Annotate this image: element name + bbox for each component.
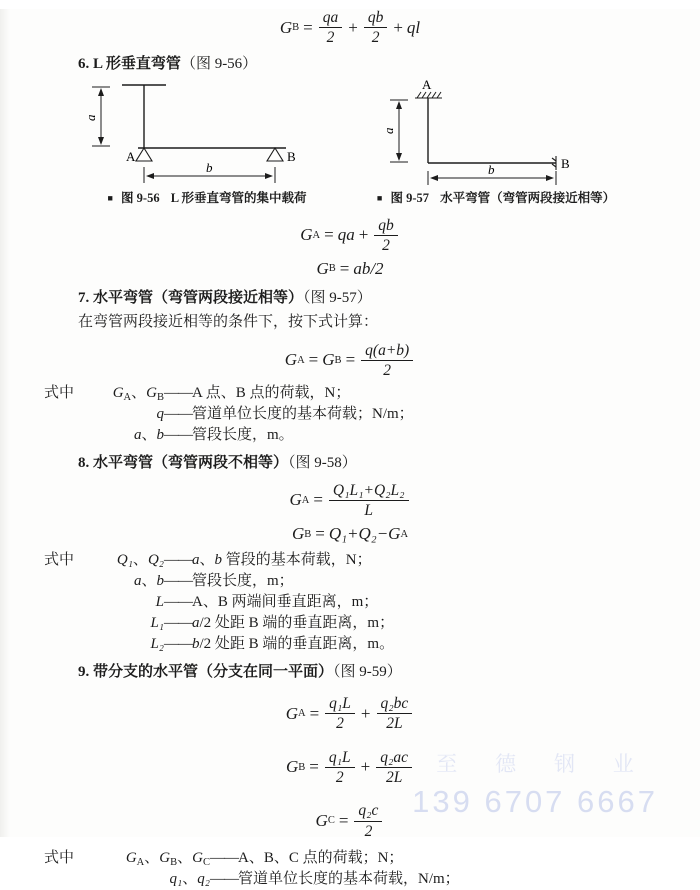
fraction-numerator: qb [364, 9, 388, 28]
fraction [325, 695, 355, 733]
figure-ref: （图 9-59） [333, 664, 402, 681]
math-subscript: B [156, 391, 164, 403]
fraction-numerator: q₁L [325, 749, 355, 768]
fraction-denominator: 2L [385, 769, 403, 787]
fraction-denominator: 2 [326, 29, 335, 47]
math-variable: a [192, 552, 200, 569]
fraction-numerator: Q₁L₁+Q₂L₂ [329, 482, 409, 501]
fraction-denominator: 2 [335, 769, 344, 787]
figure-ref: （图 9-57） [303, 290, 372, 307]
definition-term [98, 848, 210, 869]
caption-text: 水平弯管（弯管两段接近相等） [440, 190, 616, 205]
math-variable: q [156, 405, 164, 422]
definition-row [44, 383, 700, 404]
definition-list-9 [44, 848, 700, 890]
math-variable: G [146, 384, 157, 401]
point-label-b: B [561, 155, 570, 171]
math-variable: b [156, 573, 164, 590]
text-run: 管道单位长度的基本荷载，N/m； [238, 871, 460, 888]
section-title: 水平弯管（弯管两段接近相等） [93, 290, 304, 307]
figure-9-56-caption [107, 189, 306, 207]
dim-b-arrow-right [265, 173, 273, 179]
math-operator: = [338, 811, 349, 830]
text-run: 、 [182, 871, 198, 888]
math-operator: = [315, 524, 325, 544]
dim-b-arrow-left [146, 173, 154, 179]
fraction-numerator: q₂ac [376, 749, 412, 768]
document-page [0, 9, 700, 888]
formula-gc-9: G C = $\frac{\text{q₂c}}{2}$ [0, 802, 700, 840]
definition-row [44, 550, 700, 571]
fraction [354, 802, 382, 840]
definition-desc [192, 425, 294, 446]
end-support-hatch-2 [552, 164, 556, 167]
definition-row [44, 425, 700, 446]
fraction [376, 749, 412, 787]
section-heading-7 [78, 288, 700, 309]
dim-label-b: b [488, 161, 495, 177]
math-variable: G [291, 524, 305, 544]
math-variable: G [284, 350, 298, 370]
text-run: 管道单位长度的基本荷载；N/m； [192, 405, 414, 422]
math-operator: = [309, 757, 319, 777]
figure-9-57-caption [377, 189, 615, 207]
math-variable: G [192, 850, 203, 867]
math-variable: b [156, 426, 164, 443]
section-number: 8. [78, 454, 90, 471]
text-run: 、 [132, 552, 148, 569]
definition-dash: —— [164, 552, 192, 569]
point-label-b: B [287, 148, 296, 164]
section-title: L 形垂直弯管 [93, 55, 181, 72]
fraction-denominator: 2 [383, 362, 392, 380]
caption-square-icon: ■ [107, 192, 113, 203]
caption-label: 图 9-56 [121, 190, 160, 205]
text-run: 管段的基本荷载，N； [222, 552, 372, 569]
fraction-denominator: 2 [364, 822, 373, 840]
caption-text: L 形垂直弯管的集中载荷 [170, 190, 307, 205]
definition-term [98, 383, 164, 404]
caption-label: 图 9-57 [390, 190, 429, 205]
definition-lead: 式中 [44, 850, 75, 867]
definition-term [98, 634, 164, 655]
math-variable: G [322, 350, 335, 370]
math-variable: G [159, 850, 171, 867]
math-variable: q₁ [169, 871, 183, 888]
dim-a-arrow-down [98, 137, 104, 145]
section-heading-8 [78, 453, 700, 474]
figures-row [82, 77, 700, 207]
fraction-numerator: q₂bc [377, 695, 413, 714]
section-title: 水平弯管（弯管两段不相等） [93, 454, 289, 471]
fraction [374, 217, 398, 255]
math-subscript: A [123, 391, 132, 403]
math-operator: = [339, 258, 350, 278]
dim-a-arrow-up [98, 88, 104, 96]
point-label-a: A [126, 148, 136, 164]
math-operator: = [309, 703, 320, 723]
definition-term [98, 571, 164, 592]
figure-ref: （图 9-56） [180, 55, 258, 72]
fraction [361, 342, 413, 380]
math-operator: + [348, 17, 358, 37]
fraction-numerator: qb [374, 217, 398, 236]
definition-lead: 式中 [44, 384, 75, 401]
definition-row [44, 634, 700, 655]
math-variable: G [279, 17, 293, 37]
figure-9-56-diagram [82, 77, 332, 187]
math-variable: a [133, 573, 142, 590]
definition-dash: —— [164, 594, 192, 611]
fraction-denominator: L [364, 502, 374, 520]
text-run: 、 [177, 850, 193, 867]
section-number: 6. [78, 55, 90, 72]
definition-term [98, 425, 164, 446]
math-variable: G [316, 258, 329, 278]
math-variable: ql [406, 17, 421, 37]
math-operator: + [360, 757, 371, 777]
math-variable: G [300, 225, 313, 245]
math-subscript: A [136, 857, 145, 869]
watermark-phone: 139 6707 6667 [412, 784, 658, 820]
text-run: 、 [141, 426, 157, 443]
caption-square-icon: ■ [376, 192, 383, 203]
definition-dash: —— [164, 426, 192, 443]
math-variable: G [125, 850, 137, 867]
definition-desc [192, 613, 394, 634]
fraction [364, 9, 388, 47]
hatch-4 [432, 92, 436, 98]
math-subscript: B [170, 857, 178, 869]
definition-term [98, 550, 164, 571]
hatch-5 [437, 92, 441, 98]
math-variable: G [285, 703, 298, 723]
dim-b-arrow-left [430, 175, 438, 181]
figure-9-56 [82, 77, 332, 207]
figure-9-57 [376, 77, 616, 207]
definition-dash: —— [164, 615, 192, 632]
definition-desc [192, 383, 350, 404]
math-operator: + [358, 225, 369, 245]
definition-term [98, 592, 164, 613]
math-variable: G [289, 490, 302, 510]
formula-ga-8: G A = $\frac{\text{Q₁L₁+Q₂L₂}}{L}$ [0, 482, 700, 520]
definition-dash: —— [164, 573, 192, 590]
end-support-hatch-1 [552, 158, 556, 161]
math-operator: + [393, 17, 403, 37]
fraction [377, 695, 413, 733]
math-variable: qa [337, 225, 355, 245]
math-variable: b [214, 552, 223, 569]
math-variable: b [192, 636, 200, 653]
definition-dash: —— [164, 636, 192, 653]
formula-gb-8: G B = Q₁+Q₂− G A [0, 522, 700, 547]
dim-label-a: a [381, 127, 396, 134]
definition-desc [192, 634, 394, 655]
section-number: 7. [78, 290, 90, 307]
text-run: 、 [199, 552, 215, 569]
fraction-denominator: 2 [371, 29, 380, 47]
point-label-a: A [422, 76, 432, 92]
definition-row [44, 592, 700, 613]
definition-desc [192, 592, 378, 613]
formula-ga-9: G A = $\frac{\text{q₁L}}{2}$ + $\frac{\text{q₂bc}}{2L}$ [0, 695, 700, 733]
math-variable: Q₁+Q₂− [328, 524, 389, 544]
fraction-numerator: qa [319, 9, 343, 28]
fraction [319, 9, 343, 47]
fraction [325, 749, 355, 787]
math-operator: = [308, 350, 319, 370]
section-heading-6 [78, 54, 700, 75]
math-variable: L₂ [150, 636, 164, 653]
text-run: 管段长度，m； [192, 573, 294, 590]
definition-dash: —— [164, 405, 192, 422]
definition-term [98, 869, 210, 890]
text-run: A、B、C 点的荷载；N； [238, 850, 404, 867]
math-variable: L [155, 594, 164, 611]
definition-row [44, 869, 700, 890]
dim-label-a: a [83, 114, 98, 121]
math-operator: = [303, 17, 313, 37]
math-variable: Q₂ [147, 552, 164, 569]
fraction-denominator: 2L [386, 715, 403, 733]
fraction-numerator: q(a+b) [361, 342, 413, 361]
support-triangle-b [267, 148, 283, 161]
definition-desc [192, 404, 414, 425]
math-variable: G [315, 811, 328, 830]
math-variable: G [112, 384, 124, 401]
definition-dash: —— [164, 384, 192, 401]
math-operator: = [313, 490, 323, 510]
page-content [0, 9, 700, 890]
text-run: 、 [141, 573, 157, 590]
figure-ref: （图 9-58） [288, 454, 357, 471]
definition-term [98, 404, 164, 425]
math-variable: G [285, 757, 299, 777]
section-title: 带分支的水平管（分支在同一平面） [93, 664, 334, 681]
definition-dash: —— [210, 871, 238, 888]
formula-gb-9: G B = $\frac{\text{q₁L}}{2}$ + $\frac{\text{q₂ac}}{2L}$ [0, 749, 700, 787]
dim-a-arrow-down [396, 153, 402, 161]
definition-desc [192, 571, 294, 592]
math-variable: a [133, 426, 142, 443]
text-run: A、B 两端间垂直距离，m； [192, 594, 379, 611]
fraction-denominator: 2 [336, 715, 344, 733]
text-run: 管段长度，m。 [192, 426, 294, 443]
hatch-3 [427, 92, 431, 98]
definition-lead: 式中 [44, 552, 75, 569]
definition-list-7 [44, 383, 700, 446]
definition-row [44, 613, 700, 634]
definition-row [44, 571, 700, 592]
text-run: /2 处距 B 端的垂直距离，m； [199, 615, 395, 632]
paragraph-7: 在弯管两段接近相等的条件下，按下式计算： [78, 314, 379, 331]
definition-row [44, 404, 700, 425]
text-run: A 点、B 点的荷载，N； [192, 384, 351, 401]
math-operator: = [345, 350, 356, 370]
definition-dash: —— [210, 850, 238, 867]
definition-desc [238, 848, 403, 869]
text-run: 、 [144, 850, 160, 867]
math-variable: a [192, 615, 200, 632]
math-subscript: C [202, 857, 210, 869]
section-number: 9. [78, 664, 90, 681]
definition-desc [192, 550, 372, 571]
definition-row [44, 848, 700, 869]
definition-list-8 [44, 550, 700, 655]
support-triangle-a [136, 148, 152, 161]
math-variable: Q₁ [116, 552, 133, 569]
dim-label-b: b [206, 159, 213, 175]
formula-ga-6: G A = qa + $\frac{qb}{2}$ [0, 217, 700, 255]
fraction-numerator: q₂c [354, 802, 382, 821]
math-variable: q₂ [197, 871, 210, 888]
fraction [329, 482, 409, 520]
fraction-denominator: 2 [382, 237, 390, 255]
hatch-1 [417, 92, 421, 98]
dim-a-arrow-up [396, 101, 402, 109]
math-variable: G [388, 524, 401, 544]
math-operator: = [324, 225, 334, 245]
fraction-numerator: q₁L [325, 695, 355, 714]
math-variable: ab/2 [353, 258, 384, 278]
section-heading-9 [78, 662, 700, 683]
definition-desc [238, 869, 460, 890]
definition-term [98, 613, 164, 634]
hatch-2 [422, 92, 426, 98]
formula-gb-6: G B = ab/2 [0, 257, 700, 282]
formula-gb-top: G B = $\frac{qa}{2}$ + $\frac{qb}{2}$ + ql [279, 9, 421, 47]
watermark-company: 至 德 钢 业 [436, 752, 650, 776]
dim-b-arrow-right [546, 175, 554, 181]
text-run: 、 [131, 384, 147, 401]
math-variable: L₁ [150, 615, 164, 632]
formula-ga-gb-7: G A = G B = $\frac{q(a+b)}{2}$ [0, 342, 700, 380]
text-run: /2 处距 B 端的垂直距离，m。 [199, 636, 395, 653]
figure-9-57-diagram [376, 77, 616, 187]
math-operator: + [360, 703, 371, 723]
